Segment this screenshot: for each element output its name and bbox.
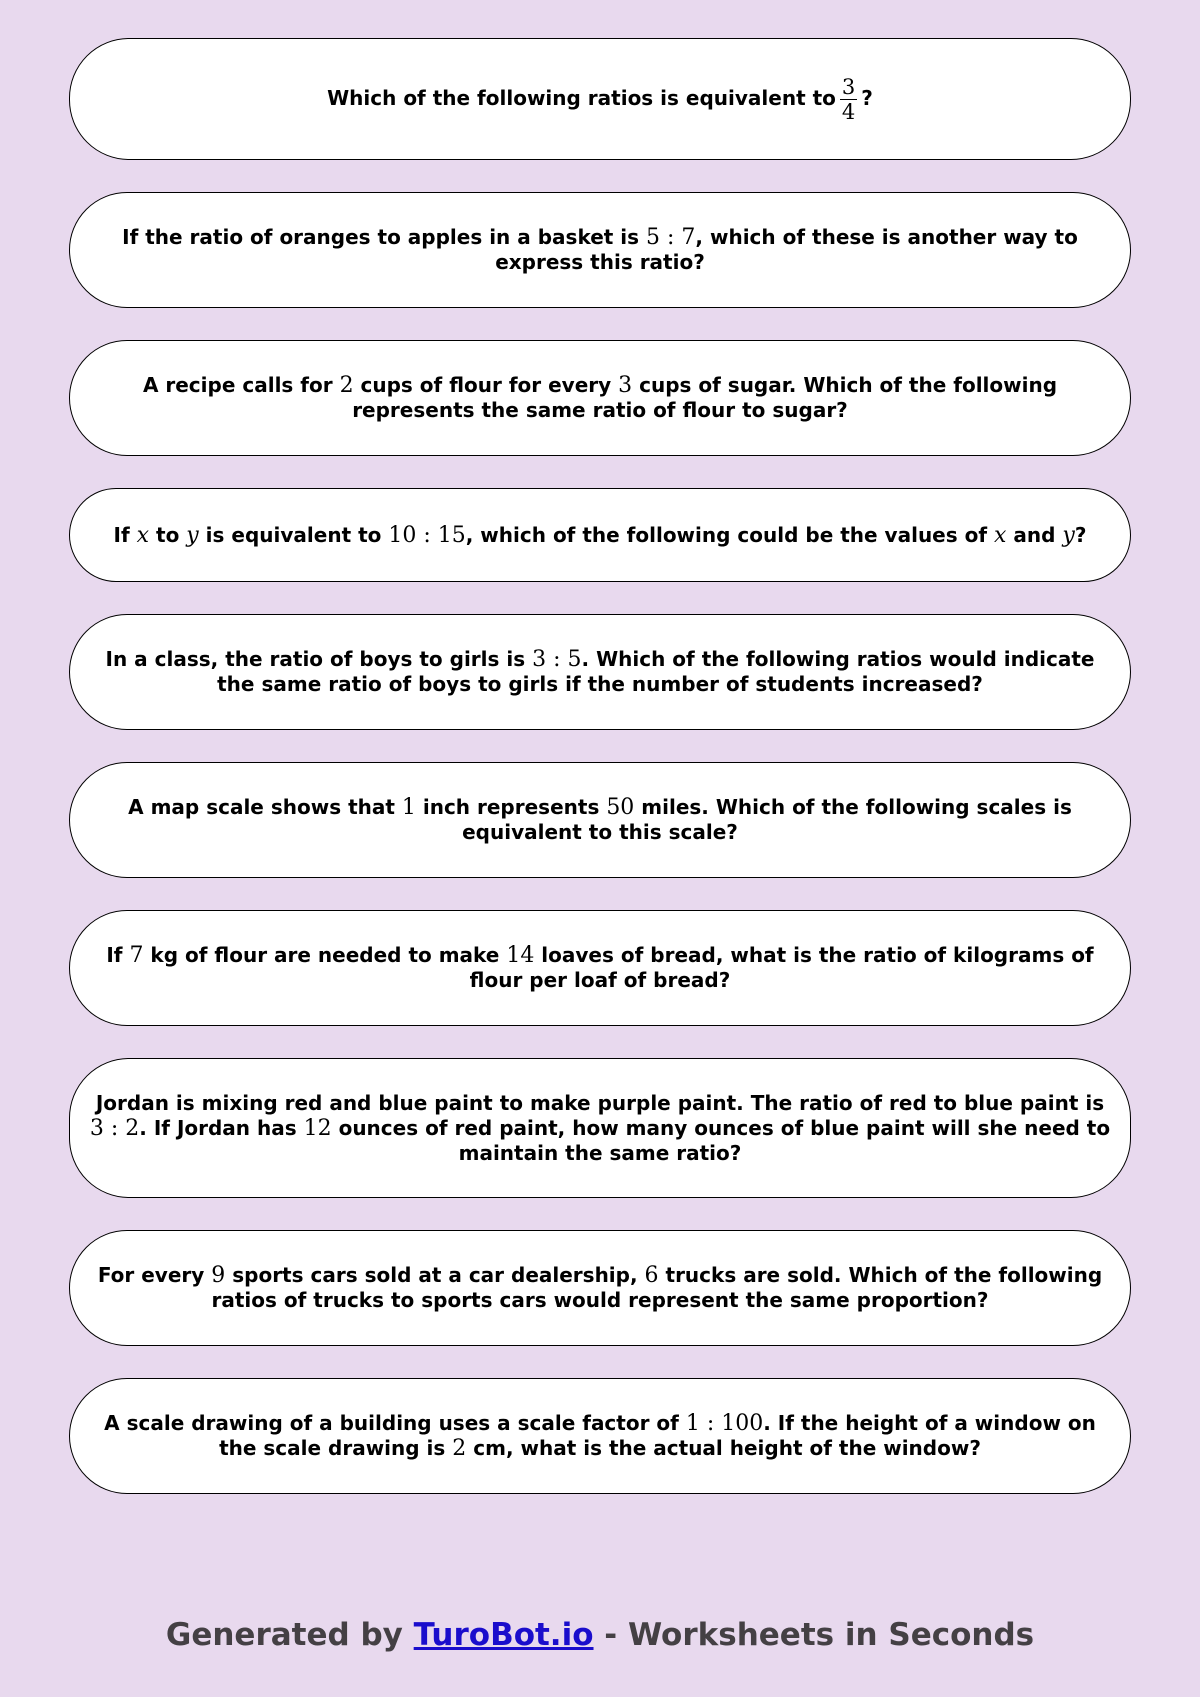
question-text: If x to y is equivalent to 10 : 15, which of the following could be the values of x and y? (113, 522, 1087, 548)
question-card (69, 38, 1131, 160)
question-text: A map scale shows that 1 inch represents 50 miles. Which of the following scales is equivalent to this scale? (128, 795, 1072, 844)
question-text: Which of the following ratios is equivalent to $\frac{3}{4}$ ? (327, 74, 873, 124)
question-list (69, 38, 1131, 1494)
question-card (69, 1378, 1131, 1494)
question-card (69, 488, 1131, 582)
question-card (69, 1230, 1131, 1346)
turobot-link[interactable]: TuroBot.io (413, 1617, 594, 1653)
question-text: If 7 kg of flour are needed to make 14 loaves of bread, what is the ratio of kilograms of flour per loaf of bread? (106, 943, 1094, 992)
question-text: For every 9 sports cars sold at a car dealership, 6 trucks are sold. Which of the following ratios of trucks to sports cars would represent the same proportion? (97, 1263, 1103, 1312)
question-text: A recipe calls for 2 cups of flour for every 3 cups of sugar. Which of the following represents the same ratio of flour to sugar? (142, 373, 1058, 422)
question-text: If the ratio of oranges to apples in a basket is 5 : 7, which of these is another way to express this ratio? (122, 225, 1078, 274)
question-card (69, 614, 1131, 730)
question-text: A scale drawing of a building uses a scale factor of 1 : 100. If the height of a window on the scale drawing is 2 cm, what is the actual height of the window? (104, 1411, 1096, 1461)
question-card (69, 192, 1131, 308)
question-card (69, 340, 1131, 456)
question-text: Jordan is mixing red and blue paint to make purple paint. The ratio of red to blue paint is 3 : 2. If Jordan has 12 ounces of red paint, how many ounces of blue paint will she need to maintain the same ratio? (89, 1090, 1111, 1165)
fraction: $\frac{3}{4}$ (841, 74, 856, 124)
question-card (69, 762, 1131, 878)
question-text: In a class, the ratio of boys to girls is 3 : 5. Which of the following ratios would indicate the same ratio of boys to girls if the number of students increased? (105, 647, 1095, 696)
footer: Generated by TuroBot.io - Worksheets in Seconds (165, 1617, 1035, 1653)
question-card (69, 910, 1131, 1026)
question-card (69, 1058, 1131, 1198)
